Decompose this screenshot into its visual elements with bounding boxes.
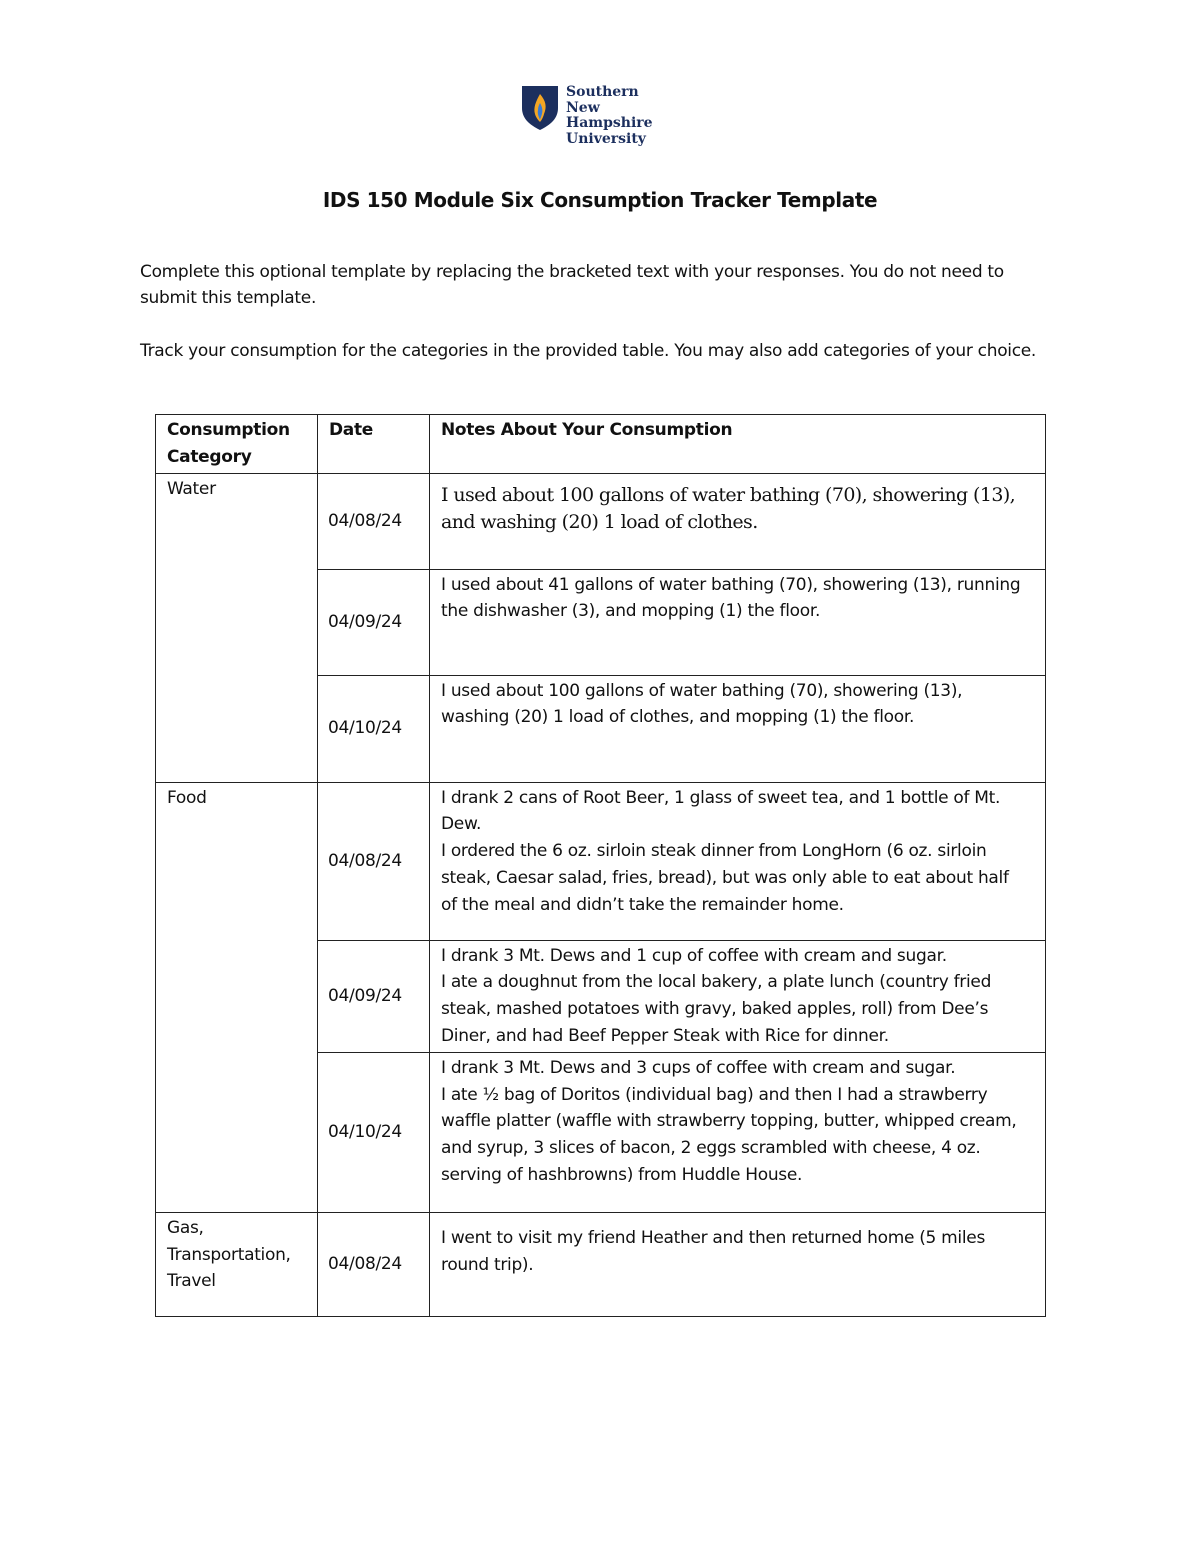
table-header-row [156, 415, 1046, 474]
category-food: Food [156, 782, 318, 1212]
university-logo [520, 84, 690, 147]
category-line: Transportation, [167, 1244, 291, 1265]
row-date: 04/10/24 [318, 675, 430, 782]
row-date: 04/09/24 [318, 569, 430, 675]
note-line: I ordered the 6 oz. sirloin steak dinner from LongHorn (6 oz. sirloin steak, Caesar salad, fries, bread), but was only able to eat about half of the meal and didn’t take the remainder home. [441, 841, 1009, 915]
logo-line-3: University [566, 130, 646, 147]
row-notes [430, 473, 1046, 569]
category-transport [156, 1212, 318, 1316]
consumption-table [155, 414, 1046, 1317]
table-row [156, 782, 1046, 940]
logo-line-1: Southern [566, 84, 639, 100]
note-line: I used about 100 gallons of water bathing (70), showering (13), washing (20) 1 load of clothes, and mopping (1) the floor. [441, 680, 963, 728]
row-notes [430, 1212, 1046, 1316]
note-line: I drank 3 Mt. Dews and 1 cup of coffee with cream and sugar. [441, 945, 947, 966]
header-notes: Notes About Your Consumption [430, 415, 1046, 474]
note-line: I ate ½ bag of Doritos (individual bag) and then I had a strawberry waffle platter (waffle with strawberry topping, butter, whipped cream, and syrup, 3 slices of bacon, 2 eggs scrambled with cheese, 4 oz. serving of hashbrowns) from Huddle House. [441, 1084, 1017, 1185]
note-line: I went to visit my friend Heather and then returned home (5 miles round trip). [441, 1227, 985, 1275]
row-notes [430, 782, 1046, 940]
note-line: I drank 2 cans of Root Beer, 1 glass of sweet tea, and 1 bottle of Mt. Dew. [441, 787, 1001, 835]
note-line: I used about 100 gallons of water bathing (70), showering (13), and washing (20) 1 load of clothes. [441, 483, 1016, 533]
row-date: 04/09/24 [318, 940, 430, 1052]
row-date: 04/08/24 [318, 1212, 430, 1316]
row-date: 04/08/24 [318, 473, 430, 569]
shield-flame-icon [520, 84, 560, 132]
table-row [156, 473, 1046, 569]
intro-paragraph: Complete this optional template by replacing the bracketed text with your responses. You do not need to submit this template. [140, 262, 1004, 308]
category-line: Travel [167, 1271, 216, 1292]
logo-line-2: New Hampshire [566, 99, 653, 131]
header-category: Consumption Category [156, 415, 318, 474]
row-notes [430, 675, 1046, 782]
note-line: I ate a doughnut from the local bakery, a plate lunch (country fried steak, mashed potatoes with gravy, baked apples, roll) from Dee’s Diner, and had Beef Pepper Steak with Rice for dinner. [441, 972, 992, 1046]
row-notes [430, 940, 1046, 1052]
note-line: I used about 41 gallons of water bathing (70), showering (13), running the dishwasher (3), and mopping (1) the floor. [441, 574, 1021, 622]
row-notes [430, 1052, 1046, 1212]
logo-wordmark [566, 85, 690, 147]
document-title: IDS 150 Module Six Consumption Tracker Template [322, 188, 878, 212]
category-water: Water [156, 473, 318, 782]
row-date: 04/10/24 [318, 1052, 430, 1212]
table-row [156, 1212, 1046, 1316]
note-line: I drank 3 Mt. Dews and 3 cups of coffee with cream and sugar. [441, 1057, 956, 1078]
header-date: Date [318, 415, 430, 474]
instructions-paragraph: Track your consumption for the categories in the provided table. You may also add categories of your choice. [140, 341, 1037, 361]
row-date: 04/08/24 [318, 782, 430, 940]
row-notes [430, 569, 1046, 675]
category-line: Gas, [167, 1217, 204, 1238]
